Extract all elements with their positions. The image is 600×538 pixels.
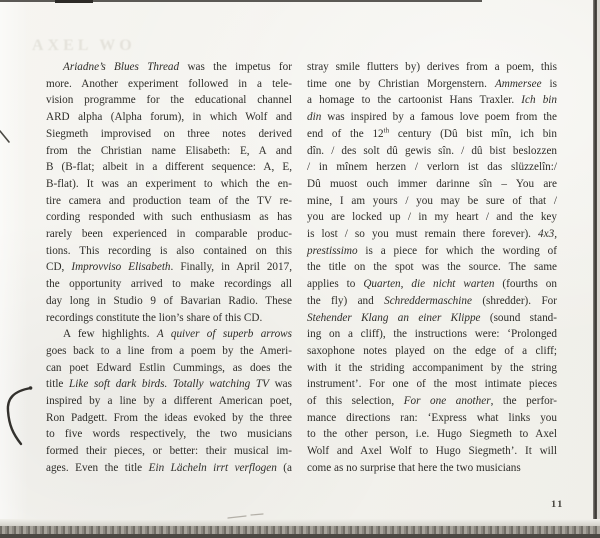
text-segment: is bbox=[541, 77, 557, 90]
text-segment: prestissimo bbox=[307, 244, 358, 257]
pencil-smudge bbox=[228, 514, 263, 518]
text-segment: with it the striding accompaniment by the string bbox=[307, 361, 557, 374]
text-segment: Ammersee bbox=[494, 77, 542, 90]
text-segment: tire camera and production team of the TV re- bbox=[46, 194, 292, 207]
text-segment: tions. This recording is also contained on this bbox=[46, 244, 292, 257]
text-segment: saxophone notes played on the edge of a cliff; bbox=[307, 344, 557, 357]
text-line bbox=[46, 176, 292, 193]
text-line bbox=[307, 92, 557, 109]
text-segment: dîn. / des solt dû gewis sîn. / dû bist beslozzen bbox=[307, 144, 557, 157]
page-stack-smudge bbox=[0, 519, 600, 526]
text-line bbox=[46, 443, 292, 460]
text-segment: applies to bbox=[307, 278, 364, 291]
text-segment: was bbox=[268, 378, 292, 391]
text-segment: Wolf and Axel Wolf to Hugo Siegmeth’. It will bbox=[307, 445, 557, 458]
scan-edge-right bbox=[593, 0, 597, 538]
text-segment: title bbox=[46, 378, 70, 391]
text-segment: Schreddermaschine bbox=[384, 294, 472, 307]
text-segment: mance directions ran: ‘Express what links you bbox=[307, 411, 557, 424]
text-segment: day long in Studio 9 of Bavarian Radio. These bbox=[46, 294, 292, 307]
text-segment: Ron Padgett. From the ideas evoked by the three bbox=[46, 411, 292, 424]
text-line bbox=[46, 326, 292, 343]
text-line bbox=[307, 193, 557, 210]
text-line bbox=[46, 360, 292, 377]
text-segment: (fourths on bbox=[494, 278, 557, 291]
text-segment: Stehender Klang an einer Klippe bbox=[307, 311, 481, 324]
text-line bbox=[307, 143, 557, 160]
text-line bbox=[307, 293, 557, 310]
text-segment: the title on the spot was the source. The same bbox=[307, 261, 557, 274]
text-segment: For one another bbox=[403, 395, 491, 408]
text-line bbox=[46, 59, 292, 76]
text-line bbox=[307, 76, 557, 93]
text-segment: Ich bin bbox=[521, 94, 557, 107]
text-line bbox=[46, 460, 292, 477]
text-segment: the fly) and bbox=[307, 294, 385, 307]
text-line bbox=[46, 159, 292, 176]
text-segment: Like soft dark birds. Totally watching TV bbox=[69, 378, 269, 391]
text-segment: th bbox=[383, 126, 390, 135]
text-line bbox=[46, 276, 292, 293]
text-line bbox=[46, 109, 292, 126]
text-line bbox=[46, 226, 292, 243]
text-line bbox=[307, 460, 557, 477]
text-segment: stray smile flutters by) derives from a poem, this bbox=[307, 61, 557, 73]
text-segment: Quarten, die nicht warten bbox=[363, 278, 495, 291]
text-segment: cording responded with such enthusiasm as has bbox=[46, 211, 292, 224]
text-line bbox=[46, 343, 292, 360]
text-line bbox=[307, 376, 557, 393]
text-line bbox=[307, 209, 557, 226]
text-line bbox=[46, 426, 292, 443]
text-segment: B (B-flat; albeit in a different sequence: A, E, bbox=[46, 161, 292, 174]
text-line bbox=[307, 326, 557, 343]
text-segment: time one by Christian Morgenstern. bbox=[307, 77, 495, 90]
text-segment: end of the 12 bbox=[307, 127, 384, 140]
text-line bbox=[307, 59, 557, 76]
scan-edge-top-blob bbox=[55, 0, 93, 3]
text-line bbox=[46, 393, 292, 410]
text-segment: recordings constitute the lion’s share of this CD. bbox=[46, 311, 263, 324]
scan-edge-bottom bbox=[0, 534, 600, 538]
text-line bbox=[46, 410, 292, 427]
text-segment: is lost / so you must remain there forever). bbox=[307, 228, 539, 241]
text-segment: you are locked up / in my heart / and the key bbox=[307, 211, 557, 224]
page-number: 11 bbox=[551, 499, 564, 510]
text-line bbox=[307, 393, 557, 410]
text-segment: CD, bbox=[46, 261, 72, 274]
text-line bbox=[307, 109, 557, 126]
text-segment: century (Dû bist mîn, ich bin bbox=[389, 127, 557, 140]
text-line bbox=[46, 76, 292, 93]
text-segment: . Finally, in April 2017, bbox=[170, 261, 292, 274]
text-segment: from the Christian name Elisabeth: E, A and bbox=[46, 144, 292, 157]
text-line bbox=[46, 376, 292, 393]
text-line bbox=[307, 426, 557, 443]
text-line bbox=[46, 293, 292, 310]
page-stack-edges bbox=[0, 526, 600, 534]
text-segment: B-flat). It was an experiment to which the en- bbox=[46, 177, 292, 190]
text-segment: , the perfor- bbox=[490, 395, 557, 408]
text-segment: come as no surprise that here the two musicians bbox=[307, 461, 521, 474]
text-segment: the opportunity arrived to make recordings all bbox=[46, 278, 292, 291]
text-line bbox=[307, 126, 557, 143]
text-line bbox=[46, 143, 292, 160]
text-segment: formed their pieces, or better: their musical im- bbox=[46, 445, 292, 458]
text-segment: mine, I am yours / you may be sure of that / bbox=[307, 194, 557, 207]
text-segment: ARD alpha (Alpha forum), in which Wolf and bbox=[46, 111, 292, 124]
text-line bbox=[307, 443, 557, 460]
text-line bbox=[46, 310, 292, 327]
text-segment: more. Another experiment followed in a tele- bbox=[46, 77, 292, 90]
text-column-right bbox=[307, 59, 557, 477]
text-segment: a homage to the cartoonist Hans Traxler. bbox=[307, 94, 522, 107]
staple-hook-end bbox=[29, 386, 33, 390]
text-line bbox=[46, 243, 292, 260]
text-segment: of this selection, bbox=[307, 395, 404, 408]
text-segment: to five words respectively, the two musicians bbox=[46, 428, 292, 441]
text-segment: Improvviso Elisabeth bbox=[71, 261, 171, 274]
text-segment: rarely been experienced in comparable produc- bbox=[46, 228, 292, 241]
text-line bbox=[307, 310, 557, 327]
text-line bbox=[46, 259, 292, 276]
text-segment: (shredder). For bbox=[471, 294, 557, 307]
text-segment: instrument’. For one of the most intimate pieces bbox=[307, 378, 557, 391]
text-line bbox=[46, 126, 292, 143]
text-segment: Ein Lächeln irrt verflogen bbox=[148, 461, 277, 474]
text-line bbox=[307, 243, 557, 260]
text-segment: ing on a cliff), the instructions were: ‘Prolonged bbox=[307, 328, 557, 341]
text-segment: was the impetus for bbox=[179, 61, 292, 73]
text-line bbox=[46, 209, 292, 226]
text-segment: Ariadne’s Blues Thread bbox=[63, 61, 180, 73]
text-segment: A few highlights. bbox=[63, 328, 157, 341]
text-segment: Dû muost ouch immer darinne sîn – You are bbox=[307, 177, 557, 190]
text-line bbox=[307, 259, 557, 276]
text-line bbox=[307, 360, 557, 377]
text-line bbox=[307, 159, 557, 176]
text-segment: is a piece for which the wording of bbox=[357, 244, 557, 257]
page-edge-highlight bbox=[0, 0, 28, 538]
text-segment: / in mînem herzen / verlorn ist das slüzzelîn:/ bbox=[307, 161, 557, 174]
text-segment: A quiver of superb arrows bbox=[156, 328, 292, 341]
text-line bbox=[307, 343, 557, 360]
text-segment: inspired by a line by a different American poet, bbox=[46, 395, 292, 408]
text-segment: can poet Edward Estlin Cummings, as does the bbox=[46, 361, 292, 374]
text-segment: goes back to a line from a poem by the Ameri- bbox=[46, 344, 292, 357]
text-line bbox=[307, 226, 557, 243]
text-line bbox=[307, 410, 557, 427]
text-segment: vision programme for the educational channel bbox=[46, 94, 292, 107]
text-segment: to the other person, i.e. Hugo Siegmeth to Axel bbox=[307, 428, 557, 441]
text-line bbox=[307, 176, 557, 193]
text-line bbox=[307, 276, 557, 293]
text-segment: was inspired by a famous love poem from the bbox=[321, 111, 557, 124]
text-segment: (a bbox=[276, 461, 292, 474]
ghost-heading-showthrough: AXEL WO bbox=[32, 37, 136, 54]
text-column-left bbox=[46, 59, 292, 477]
text-segment: ages. Even the title bbox=[46, 461, 149, 474]
text-line bbox=[46, 193, 292, 210]
text-segment: 4x3, bbox=[538, 228, 557, 241]
text-line bbox=[46, 92, 292, 109]
text-segment: Siegmeth improvised on three notes derived bbox=[46, 127, 292, 140]
text-segment: (sound stand- bbox=[480, 311, 557, 324]
text-segment: din bbox=[307, 111, 322, 124]
